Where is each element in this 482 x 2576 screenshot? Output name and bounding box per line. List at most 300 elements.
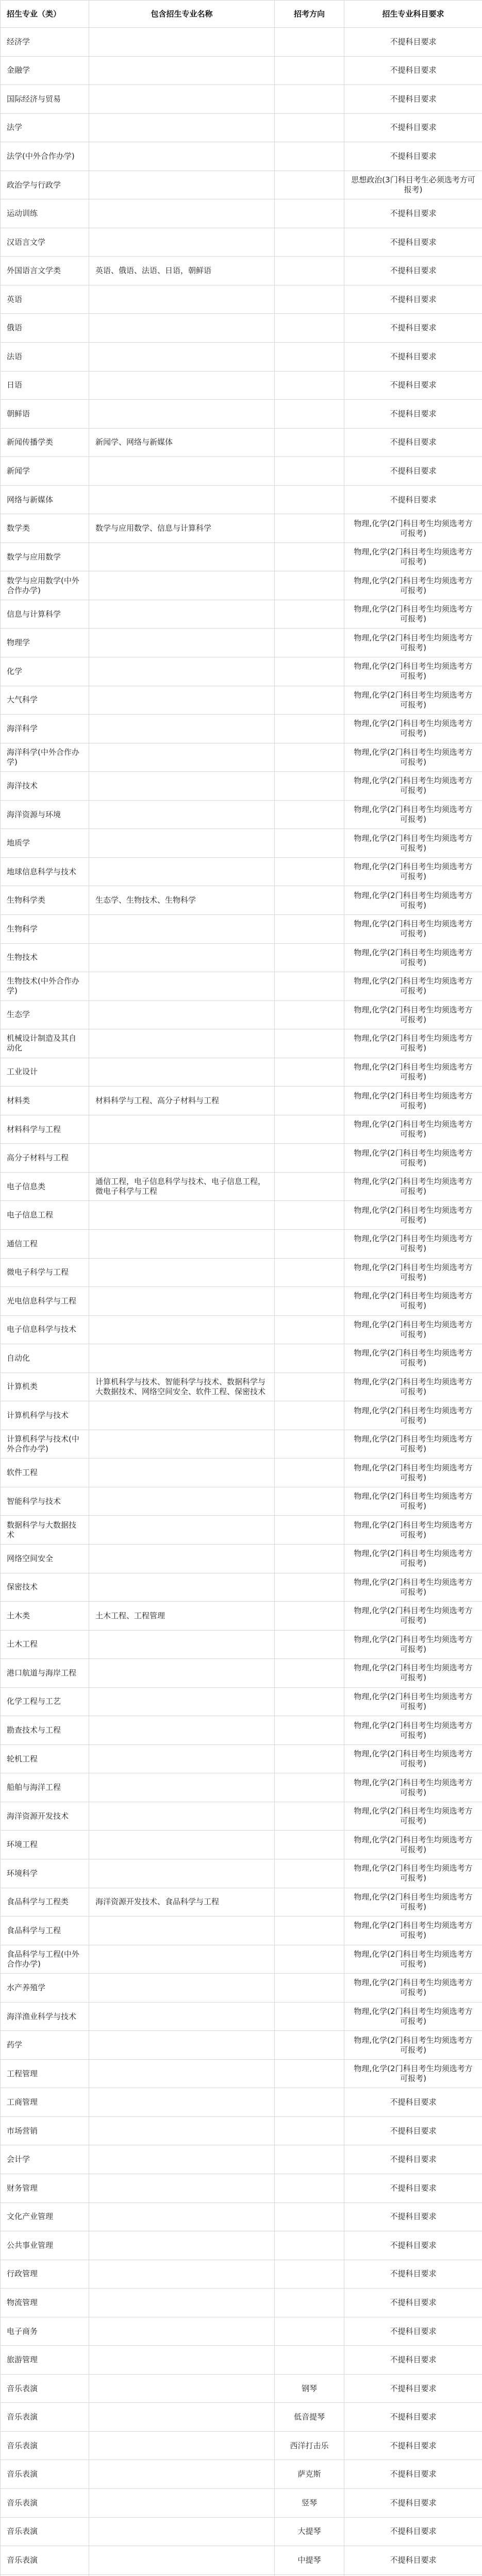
direction-cell bbox=[275, 2145, 344, 2174]
table-row bbox=[1, 571, 482, 600]
subject-requirement-cell: 不提科目要求 bbox=[344, 2374, 482, 2403]
table-row bbox=[1, 2489, 482, 2518]
table-row bbox=[1, 800, 482, 829]
subject-requirement-cell: 不提科目要求 bbox=[344, 199, 482, 228]
table-row bbox=[1, 2346, 482, 2375]
major-cell: 软件工程 bbox=[1, 1459, 89, 1487]
major-cell: 音乐表演 bbox=[1, 2546, 89, 2575]
included-majors-cell: 土木工程、工程管理 bbox=[89, 1602, 275, 1631]
major-cell: 生态学 bbox=[1, 1001, 89, 1029]
subject-requirement-cell: 物理,化学(2门科目考生均须选考方可报考) bbox=[344, 571, 482, 600]
subject-requirement-cell: 物理,化学(2门科目考生均须选考方可报考) bbox=[344, 1773, 482, 1802]
included-majors-cell bbox=[89, 772, 275, 801]
direction-cell bbox=[275, 2260, 344, 2289]
direction-cell bbox=[275, 485, 344, 514]
major-cell: 电子信息类 bbox=[1, 1172, 89, 1201]
subject-requirement-cell: 物理,化学(2门科目考生均须选考方可报考) bbox=[344, 1315, 482, 1344]
direction-cell bbox=[275, 1058, 344, 1087]
major-cell: 物流管理 bbox=[1, 2289, 89, 2317]
included-majors-cell bbox=[89, 1859, 275, 1888]
major-cell: 食品科学与工程 bbox=[1, 1917, 89, 1945]
subject-requirement-cell: 物理,化学(2门科目考生均须选考方可报考) bbox=[344, 2002, 482, 2031]
included-majors-cell: 通信工程，电子信息科学与技术、电子信息工程，微电子科学与工程 bbox=[89, 1172, 275, 1201]
direction-cell bbox=[275, 171, 344, 199]
table-row bbox=[1, 2116, 482, 2145]
subject-requirement-cell: 不提科目要求 bbox=[344, 2145, 482, 2174]
major-cell: 音乐表演 bbox=[1, 2517, 89, 2546]
included-majors-cell bbox=[89, 1401, 275, 1430]
included-majors-cell bbox=[89, 485, 275, 514]
major-cell: 海洋资源与环境 bbox=[1, 800, 89, 829]
subject-requirement-cell: 不提科目要求 bbox=[344, 2403, 482, 2432]
subject-requirement-cell: 不提科目要求 bbox=[344, 2202, 482, 2231]
table-row bbox=[1, 2289, 482, 2317]
table-row bbox=[1, 199, 482, 228]
direction-cell bbox=[275, 1573, 344, 1602]
included-majors-cell: 新闻学、网络与新媒体 bbox=[89, 428, 275, 457]
major-cell: 英语 bbox=[1, 285, 89, 314]
major-cell: 朝鲜语 bbox=[1, 400, 89, 429]
subject-requirement-cell: 物理,化学(2门科目考生均须选考方可报考) bbox=[344, 514, 482, 543]
major-cell: 国际经济与贸易 bbox=[1, 85, 89, 114]
direction-cell bbox=[275, 2002, 344, 2031]
major-cell: 音乐表演 bbox=[1, 2374, 89, 2403]
direction-cell bbox=[275, 400, 344, 429]
major-cell: 工程管理 bbox=[1, 2059, 89, 2088]
included-majors-cell bbox=[89, 2546, 275, 2575]
direction-cell bbox=[275, 1115, 344, 1144]
direction-cell bbox=[275, 428, 344, 457]
major-cell: 海洋资源开发技术 bbox=[1, 1802, 89, 1831]
direction-cell bbox=[275, 1001, 344, 1029]
included-majors-cell bbox=[89, 2088, 275, 2117]
major-cell: 生物技术(中外合作办学) bbox=[1, 972, 89, 1001]
included-majors-cell bbox=[89, 1459, 275, 1487]
included-majors-cell bbox=[89, 285, 275, 314]
header-subject-requirement: 招生专业科目要求 bbox=[344, 1, 482, 28]
subject-requirement-cell: 物理,化学(2门科目考生均须选考方可报考) bbox=[344, 972, 482, 1001]
table-row bbox=[1, 2517, 482, 2546]
subject-requirement-cell: 物理,化学(2门科目考生均须选考方可报考) bbox=[344, 1344, 482, 1373]
direction-cell bbox=[275, 1917, 344, 1945]
direction-cell bbox=[275, 1229, 344, 1258]
table-row bbox=[1, 1115, 482, 1144]
table-row bbox=[1, 1602, 482, 1631]
subject-requirement-cell: 物理,化学(2门科目考生均须选考方可报考) bbox=[344, 1229, 482, 1258]
direction-cell bbox=[275, 2202, 344, 2231]
subject-requirement-cell: 物理,化学(2门科目考生均须选考方可报考) bbox=[344, 943, 482, 972]
direction-cell bbox=[275, 257, 344, 285]
table-row bbox=[1, 171, 482, 199]
major-cell: 生物科学 bbox=[1, 914, 89, 943]
major-cell: 汉语言文学 bbox=[1, 228, 89, 257]
subject-requirement-cell: 不提科目要求 bbox=[344, 485, 482, 514]
direction-cell bbox=[275, 943, 344, 972]
major-cell: 工商管理 bbox=[1, 2088, 89, 2117]
major-cell: 自动化 bbox=[1, 1344, 89, 1373]
included-majors-cell bbox=[89, 2346, 275, 2375]
table-row bbox=[1, 1287, 482, 1316]
table-row bbox=[1, 1401, 482, 1430]
major-cell: 大气科学 bbox=[1, 686, 89, 715]
subject-requirement-cell: 不提科目要求 bbox=[344, 285, 482, 314]
major-cell: 土木类 bbox=[1, 1602, 89, 1631]
included-majors-cell bbox=[89, 1917, 275, 1945]
included-majors-cell bbox=[89, 228, 275, 257]
table-row bbox=[1, 343, 482, 371]
table-row bbox=[1, 1144, 482, 1173]
direction-cell bbox=[275, 1029, 344, 1058]
direction-cell bbox=[275, 2116, 344, 2145]
major-cell: 会计学 bbox=[1, 2145, 89, 2174]
table-row bbox=[1, 1945, 482, 1974]
subject-requirement-cell: 不提科目要求 bbox=[344, 2260, 482, 2289]
major-cell: 生物技术 bbox=[1, 943, 89, 972]
major-cell: 法学(中外合作办学) bbox=[1, 142, 89, 171]
included-majors-cell bbox=[89, 457, 275, 486]
subject-requirement-cell: 物理,化学(2门科目考生均须选考方可报考) bbox=[344, 829, 482, 858]
included-majors-cell bbox=[89, 28, 275, 57]
table-row bbox=[1, 514, 482, 543]
table-row bbox=[1, 743, 482, 772]
major-cell: 海洋科学(中外合作办学) bbox=[1, 743, 89, 772]
direction-cell bbox=[275, 2289, 344, 2317]
subject-requirement-cell: 物理,化学(2门科目考生均须选考方可报考) bbox=[344, 914, 482, 943]
table-row bbox=[1, 2431, 482, 2460]
subject-requirement-cell: 物理,化学(2门科目考生均须选考方可报考) bbox=[344, 2031, 482, 2060]
included-majors-cell bbox=[89, 1744, 275, 1773]
subject-requirement-cell: 不提科目要求 bbox=[344, 2517, 482, 2546]
direction-cell bbox=[275, 1144, 344, 1173]
table-row bbox=[1, 1430, 482, 1459]
included-majors-cell bbox=[89, 2431, 275, 2460]
table-row bbox=[1, 1659, 482, 1688]
table-row bbox=[1, 886, 482, 915]
table-row bbox=[1, 1001, 482, 1029]
direction-cell bbox=[275, 285, 344, 314]
subject-requirement-cell: 物理,化学(2门科目考生均须选考方可报考) bbox=[344, 1974, 482, 2003]
major-cell: 通信工程 bbox=[1, 1229, 89, 1258]
included-majors-cell bbox=[89, 543, 275, 571]
direction-cell bbox=[275, 2174, 344, 2203]
direction-cell bbox=[275, 514, 344, 543]
major-cell: 海洋科学 bbox=[1, 715, 89, 743]
subject-requirement-cell: 不提科目要求 bbox=[344, 56, 482, 85]
table-row bbox=[1, 2059, 482, 2088]
direction-cell bbox=[275, 1258, 344, 1287]
included-majors-cell: 材料科学与工程、高分子材料与工程 bbox=[89, 1087, 275, 1115]
major-cell: 数学类 bbox=[1, 514, 89, 543]
table-row bbox=[1, 257, 482, 285]
included-majors-cell bbox=[89, 1201, 275, 1230]
subject-requirement-cell: 物理,化学(2门科目考生均须选考方可报考) bbox=[344, 1258, 482, 1287]
subject-requirement-cell: 物理,化学(2门科目考生均须选考方可报考) bbox=[344, 1888, 482, 1917]
table-row bbox=[1, 142, 482, 171]
major-cell: 信息与计算科学 bbox=[1, 600, 89, 629]
included-majors-cell bbox=[89, 657, 275, 686]
direction-cell bbox=[275, 1888, 344, 1917]
included-majors-cell bbox=[89, 857, 275, 886]
major-cell: 化学工程与工艺 bbox=[1, 1687, 89, 1716]
included-majors-cell bbox=[89, 343, 275, 371]
major-cell: 政治学与行政学 bbox=[1, 171, 89, 199]
table-row bbox=[1, 1630, 482, 1659]
direction-cell bbox=[275, 1459, 344, 1487]
table-body bbox=[1, 28, 482, 2576]
subject-requirement-cell: 物理,化学(2门科目考生均须选考方可报考) bbox=[344, 1516, 482, 1545]
subject-requirement-cell: 不提科目要求 bbox=[344, 2460, 482, 2489]
major-cell: 日语 bbox=[1, 371, 89, 400]
direction-cell bbox=[275, 2231, 344, 2260]
table-row bbox=[1, 1974, 482, 2003]
subject-requirement-cell: 物理,化学(2门科目考生均须选考方可报考) bbox=[344, 772, 482, 801]
subject-requirement-cell: 不提科目要求 bbox=[344, 2174, 482, 2203]
subject-requirement-cell: 物理,化学(2门科目考生均须选考方可报考) bbox=[344, 1172, 482, 1201]
subject-requirement-cell: 物理,化学(2门科目考生均须选考方可报考) bbox=[344, 1716, 482, 1745]
included-majors-cell bbox=[89, 1974, 275, 2003]
subject-requirement-cell: 物理,化学(2门科目考生均须选考方可报考) bbox=[344, 857, 482, 886]
direction-cell: 中提琴 bbox=[275, 2546, 344, 2575]
table-row bbox=[1, 2202, 482, 2231]
subject-requirement-cell: 物理,化学(2门科目考生均须选考方可报考) bbox=[344, 1459, 482, 1487]
direction-cell bbox=[275, 343, 344, 371]
included-majors-cell bbox=[89, 972, 275, 1001]
included-majors-cell bbox=[89, 2260, 275, 2289]
table-row bbox=[1, 857, 482, 886]
major-cell: 计算机类 bbox=[1, 1372, 89, 1401]
included-majors-cell bbox=[89, 2116, 275, 2145]
direction-cell bbox=[275, 1201, 344, 1230]
table-row bbox=[1, 629, 482, 657]
subject-requirement-cell: 物理,化学(2门科目考生均须选考方可报考) bbox=[344, 800, 482, 829]
direction-cell: 钢琴 bbox=[275, 2374, 344, 2403]
table-row bbox=[1, 1716, 482, 1745]
subject-requirement-cell: 不提科目要求 bbox=[344, 371, 482, 400]
direction-cell bbox=[275, 600, 344, 629]
included-majors-cell: 海洋资源开发技术、食品科学与工程 bbox=[89, 1888, 275, 1917]
included-majors-cell bbox=[89, 1487, 275, 1516]
direction-cell bbox=[275, 1630, 344, 1659]
subject-requirement-cell: 物理,化学(2门科目考生均须选考方可报考) bbox=[344, 1945, 482, 1974]
table-row bbox=[1, 2145, 482, 2174]
table-row bbox=[1, 600, 482, 629]
included-majors-cell bbox=[89, 800, 275, 829]
subject-requirement-cell: 不提科目要求 bbox=[344, 2088, 482, 2117]
table-row bbox=[1, 371, 482, 400]
subject-requirement-cell: 物理,化学(2门科目考生均须选考方可报考) bbox=[344, 1831, 482, 1859]
table-row bbox=[1, 1888, 482, 1917]
table-row bbox=[1, 2546, 482, 2575]
subject-requirement-cell: 物理,化学(2门科目考生均须选考方可报考) bbox=[344, 1287, 482, 1316]
subject-requirement-cell: 物理,化学(2门科目考生均须选考方可报考) bbox=[344, 1802, 482, 1831]
table-row bbox=[1, 1258, 482, 1287]
table-row bbox=[1, 2317, 482, 2346]
direction-cell bbox=[275, 657, 344, 686]
table-row bbox=[1, 1544, 482, 1573]
major-cell: 网络与新媒体 bbox=[1, 485, 89, 514]
major-cell: 水产养殖学 bbox=[1, 1974, 89, 2003]
table-row bbox=[1, 1516, 482, 1545]
major-cell: 法语 bbox=[1, 343, 89, 371]
included-majors-cell bbox=[89, 1802, 275, 1831]
major-cell: 食品科学与工程类 bbox=[1, 1888, 89, 1917]
table-row bbox=[1, 1344, 482, 1373]
table-row bbox=[1, 686, 482, 715]
table-row bbox=[1, 1029, 482, 1058]
direction-cell bbox=[275, 2317, 344, 2346]
table-row bbox=[1, 1773, 482, 1802]
major-cell: 生物科学类 bbox=[1, 886, 89, 915]
direction-cell bbox=[275, 1172, 344, 1201]
major-cell: 音乐表演 bbox=[1, 2489, 89, 2518]
table-row bbox=[1, 1201, 482, 1230]
table-row bbox=[1, 1372, 482, 1401]
major-cell: 保密技术 bbox=[1, 1573, 89, 1602]
major-cell: 机械设计制造及其自动化 bbox=[1, 1029, 89, 1058]
table-row bbox=[1, 715, 482, 743]
table-row bbox=[1, 2403, 482, 2432]
direction-cell bbox=[275, 772, 344, 801]
included-majors-cell bbox=[89, 2403, 275, 2432]
major-cell: 市场营销 bbox=[1, 2116, 89, 2145]
subject-requirement-cell: 不提科目要求 bbox=[344, 400, 482, 429]
table-row bbox=[1, 400, 482, 429]
subject-requirement-cell: 物理,化学(2门科目考生均须选考方可报考) bbox=[344, 1744, 482, 1773]
included-majors-cell bbox=[89, 1258, 275, 1287]
table-row bbox=[1, 285, 482, 314]
direction-cell bbox=[275, 886, 344, 915]
major-cell: 智能科学与技术 bbox=[1, 1487, 89, 1516]
subject-requirement-cell: 物理,化学(2门科目考生均须选考方可报考) bbox=[344, 1058, 482, 1087]
included-majors-cell bbox=[89, 113, 275, 142]
subject-requirement-cell: 物理,化学(2门科目考生均须选考方可报考) bbox=[344, 1602, 482, 1631]
table-row bbox=[1, 943, 482, 972]
included-majors-cell: 生态学、生物技术、生物科学 bbox=[89, 886, 275, 915]
direction-cell bbox=[275, 743, 344, 772]
table-row bbox=[1, 485, 482, 514]
table-row bbox=[1, 657, 482, 686]
major-cell: 勘查技术与工程 bbox=[1, 1716, 89, 1745]
major-cell: 金融学 bbox=[1, 56, 89, 85]
subject-requirement-cell: 物理,化学(2门科目考生均须选考方可报考) bbox=[344, 543, 482, 571]
direction-cell bbox=[275, 1401, 344, 1430]
table-row bbox=[1, 1831, 482, 1859]
included-majors-cell bbox=[89, 2489, 275, 2518]
subject-requirement-cell: 物理,化学(2门科目考生均须选考方可报考) bbox=[344, 1144, 482, 1173]
direction-cell bbox=[275, 28, 344, 57]
subject-requirement-cell: 物理,化学(2门科目考生均须选考方可报考) bbox=[344, 1029, 482, 1058]
included-majors-cell bbox=[89, 199, 275, 228]
subject-requirement-cell: 不提科目要求 bbox=[344, 2317, 482, 2346]
table-row bbox=[1, 1859, 482, 1888]
direction-cell bbox=[275, 1716, 344, 1745]
major-cell: 财务管理 bbox=[1, 2174, 89, 2203]
direction-cell bbox=[275, 1687, 344, 1716]
included-majors-cell bbox=[89, 314, 275, 343]
included-majors-cell bbox=[89, 1229, 275, 1258]
included-majors-cell bbox=[89, 600, 275, 629]
subject-requirement-cell: 不提科目要求 bbox=[344, 113, 482, 142]
direction-cell bbox=[275, 914, 344, 943]
direction-cell bbox=[275, 1344, 344, 1373]
included-majors-cell bbox=[89, 171, 275, 199]
table-row bbox=[1, 1487, 482, 1516]
subject-requirement-cell: 物理,化学(2门科目考生均须选考方可报考) bbox=[344, 629, 482, 657]
major-cell: 文化产业管理 bbox=[1, 2202, 89, 2231]
direction-cell bbox=[275, 1430, 344, 1459]
table-row bbox=[1, 1229, 482, 1258]
direction-cell bbox=[275, 457, 344, 486]
subject-requirement-cell: 不提科目要求 bbox=[344, 457, 482, 486]
table-row bbox=[1, 113, 482, 142]
table-row bbox=[1, 2374, 482, 2403]
major-cell: 海洋渔业科学与技术 bbox=[1, 2002, 89, 2031]
included-majors-cell bbox=[89, 943, 275, 972]
subject-requirement-cell: 不提科目要求 bbox=[344, 257, 482, 285]
subject-requirement-cell: 物理,化学(2门科目考生均须选考方可报考) bbox=[344, 1487, 482, 1516]
included-majors-cell bbox=[89, 2231, 275, 2260]
direction-cell bbox=[275, 1487, 344, 1516]
direction-cell bbox=[275, 629, 344, 657]
direction-cell bbox=[275, 857, 344, 886]
major-cell: 运动训练 bbox=[1, 199, 89, 228]
table-row bbox=[1, 85, 482, 114]
included-majors-cell bbox=[89, 1659, 275, 1688]
subject-requirement-cell: 思想政治(3门科目考生必须选考方可报考) bbox=[344, 171, 482, 199]
major-cell: 药学 bbox=[1, 2031, 89, 2060]
table-row bbox=[1, 1687, 482, 1716]
major-cell: 轮机工程 bbox=[1, 1744, 89, 1773]
table-row bbox=[1, 2088, 482, 2117]
subject-requirement-cell: 物理,化学(2门科目考生均须选考方可报考) bbox=[344, 743, 482, 772]
subject-requirement-cell: 物理,化学(2门科目考生均须选考方可报考) bbox=[344, 657, 482, 686]
subject-requirement-cell: 物理,化学(2门科目考生均须选考方可报考) bbox=[344, 1115, 482, 1144]
included-majors-cell bbox=[89, 571, 275, 600]
major-cell: 网络空间安全 bbox=[1, 1544, 89, 1573]
subject-requirement-cell: 不提科目要求 bbox=[344, 85, 482, 114]
included-majors-cell bbox=[89, 2289, 275, 2317]
major-cell: 经济学 bbox=[1, 28, 89, 57]
included-majors-cell bbox=[89, 2202, 275, 2231]
included-majors-cell bbox=[89, 1716, 275, 1745]
direction-cell bbox=[275, 113, 344, 142]
direction-cell bbox=[275, 1516, 344, 1545]
included-majors-cell bbox=[89, 914, 275, 943]
included-majors-cell bbox=[89, 1544, 275, 1573]
major-cell: 地质学 bbox=[1, 829, 89, 858]
included-majors-cell bbox=[89, 1144, 275, 1173]
major-cell: 电子商务 bbox=[1, 2317, 89, 2346]
direction-cell bbox=[275, 2346, 344, 2375]
table-row bbox=[1, 1087, 482, 1115]
major-cell: 环境工程 bbox=[1, 1831, 89, 1859]
major-cell: 音乐表演 bbox=[1, 2403, 89, 2432]
major-cell: 行政管理 bbox=[1, 2260, 89, 2289]
direction-cell bbox=[275, 142, 344, 171]
direction-cell bbox=[275, 1087, 344, 1115]
subject-requirement-cell: 不提科目要求 bbox=[344, 2489, 482, 2518]
major-cell: 船舶与海洋工程 bbox=[1, 1773, 89, 1802]
table-row bbox=[1, 914, 482, 943]
included-majors-cell bbox=[89, 2517, 275, 2546]
subject-requirement-cell: 物理,化学(2门科目考生均须选考方可报考) bbox=[344, 1401, 482, 1430]
direction-cell bbox=[275, 199, 344, 228]
major-cell: 音乐表演 bbox=[1, 2431, 89, 2460]
table-row bbox=[1, 2002, 482, 2031]
subject-requirement-cell: 物理,化学(2门科目考生均须选考方可报考) bbox=[344, 1573, 482, 1602]
included-majors-cell bbox=[89, 1773, 275, 1802]
table-row bbox=[1, 1744, 482, 1773]
